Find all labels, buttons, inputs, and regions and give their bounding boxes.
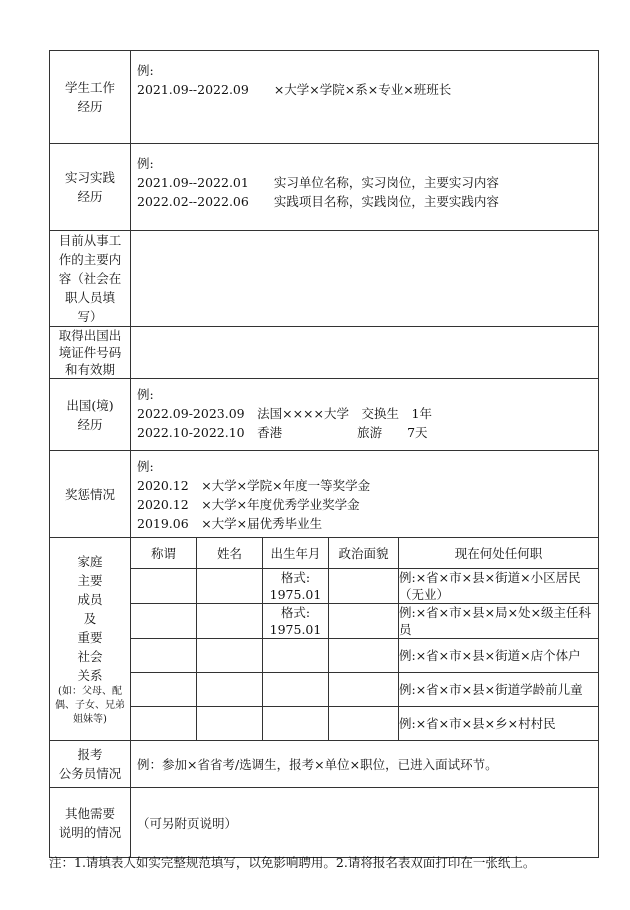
label-family: 家庭 主要 成员 及 重要 社会 关系 (如：父母、配偶、子女、兄弟姐妹等) xyxy=(50,538,131,741)
label-other: 其他需要 说明的情况 xyxy=(50,788,131,858)
header-birth: 出生年月 xyxy=(263,538,329,569)
member-party-cell[interactable] xyxy=(329,707,399,741)
internship-entry: 2021.09--2022.01 实习单位名称，实习岗位，主要实习内容 xyxy=(137,175,499,190)
row-other xyxy=(50,788,599,858)
example-prefix: 例: xyxy=(137,63,154,78)
label-passport: 取得出国出 境证件号码 和有效期 xyxy=(50,327,131,379)
header-job: 现在何处任何职 xyxy=(399,538,599,569)
birth-format-value: 1975.01 xyxy=(269,587,322,602)
content-abroad[interactable] xyxy=(131,379,599,451)
member-title-cell[interactable] xyxy=(131,604,197,639)
member-job-cell[interactable]: 例:×省×市×县×街道×小区居民（无业） xyxy=(399,569,599,604)
example-prefix: 例: xyxy=(137,156,154,171)
member-birth-cell[interactable] xyxy=(263,639,329,673)
member-party-cell[interactable] xyxy=(329,569,399,604)
member-job-cell[interactable]: 例:×省×市×县×乡×村村民 xyxy=(399,707,599,741)
family-note: (如：父母、配偶、子女、兄弟姐妹等) xyxy=(55,685,125,725)
label-awards: 奖惩情况 xyxy=(50,451,131,538)
member-name-cell[interactable] xyxy=(197,707,263,741)
content-awards[interactable] xyxy=(131,451,599,538)
abroad-entry: 2022.09-2023.09 法国××××大学 交换生 1年 xyxy=(137,406,432,421)
footnote: 注：1.请填表人如实完整规范填写，以免影响聘用。2.请将报名表双面打印在一张纸上。 xyxy=(49,855,536,870)
birth-format-label: 格式: xyxy=(280,605,311,620)
label-student-work: 学生工作 经历 xyxy=(50,51,131,144)
member-name-cell[interactable] xyxy=(197,639,263,673)
row-passport xyxy=(50,327,599,379)
family-member-row xyxy=(50,569,599,604)
family-member-row xyxy=(50,707,599,741)
header-party: 政治面貌 xyxy=(329,538,399,569)
award-entry: 2020.12 ×大学×年度优秀学业奖学金 xyxy=(137,497,360,512)
content-civil-exam[interactable]: 例：参加×省省考/选调生，报考×单位×职位，已进入面试环节。 xyxy=(131,741,599,788)
row-current-job xyxy=(50,231,599,327)
content-internship[interactable] xyxy=(131,144,599,231)
content-other[interactable]: （可另附页说明） xyxy=(131,788,599,858)
family-member-row xyxy=(50,604,599,639)
member-party-cell[interactable] xyxy=(329,604,399,639)
member-title-cell[interactable] xyxy=(131,707,197,741)
content-current-job[interactable] xyxy=(131,231,599,327)
example-prefix: 例: xyxy=(137,459,154,474)
family-member-row xyxy=(50,673,599,707)
student-work-entry: 2021.09--2022.09 ×大学×学院×系×专业×班班长 xyxy=(137,82,452,97)
member-birth-cell[interactable] xyxy=(263,673,329,707)
member-name-cell[interactable] xyxy=(197,673,263,707)
family-member-row xyxy=(50,639,599,673)
header-name: 姓名 xyxy=(197,538,263,569)
practice-entry: 2022.02--2022.06 实践项目名称，实践岗位，主要实践内容 xyxy=(137,194,499,209)
label-current-job: 目前从事工 作的主要内 容（社会在 职人员填 写） xyxy=(50,231,131,327)
member-birth-cell[interactable] xyxy=(263,604,329,639)
application-form-table xyxy=(49,50,599,858)
label-abroad: 出国(境) 经历 xyxy=(50,379,131,451)
abroad-entry: 2022.10-2022.10 香港 旅游 7天 xyxy=(137,425,428,440)
row-student-work xyxy=(50,51,599,144)
label-internship: 实习实践 经历 xyxy=(50,144,131,231)
content-passport[interactable] xyxy=(131,327,599,379)
row-internship xyxy=(50,144,599,231)
content-student-work[interactable] xyxy=(131,51,599,144)
member-title-cell[interactable] xyxy=(131,639,197,673)
member-name-cell[interactable] xyxy=(197,569,263,604)
member-birth-cell[interactable] xyxy=(263,569,329,604)
member-name-cell[interactable] xyxy=(197,604,263,639)
member-title-cell[interactable] xyxy=(131,569,197,604)
label-civil-exam: 报考 公务员情况 xyxy=(50,741,131,788)
example-prefix: 例: xyxy=(137,387,154,402)
member-job-cell[interactable]: 例:×省×市×县×局×处×级主任科员 xyxy=(399,604,599,639)
member-birth-cell[interactable] xyxy=(263,707,329,741)
member-title-cell[interactable] xyxy=(131,673,197,707)
award-entry: 2020.12 ×大学×学院×年度一等奖学金 xyxy=(137,478,371,493)
member-job-cell[interactable]: 例:×省×市×县×街道×店个体户 xyxy=(399,639,599,673)
row-family-header xyxy=(50,538,599,569)
member-party-cell[interactable] xyxy=(329,639,399,673)
row-awards xyxy=(50,451,599,538)
member-party-cell[interactable] xyxy=(329,673,399,707)
row-civil-exam xyxy=(50,741,599,788)
birth-format-label: 格式: xyxy=(280,570,311,585)
birth-format-value: 1975.01 xyxy=(269,622,322,637)
row-abroad xyxy=(50,379,599,451)
header-title: 称谓 xyxy=(131,538,197,569)
award-entry: 2019.06 ×大学×届优秀毕业生 xyxy=(137,516,323,531)
member-job-cell[interactable]: 例:×省×市×县×街道学龄前儿童 xyxy=(399,673,599,707)
